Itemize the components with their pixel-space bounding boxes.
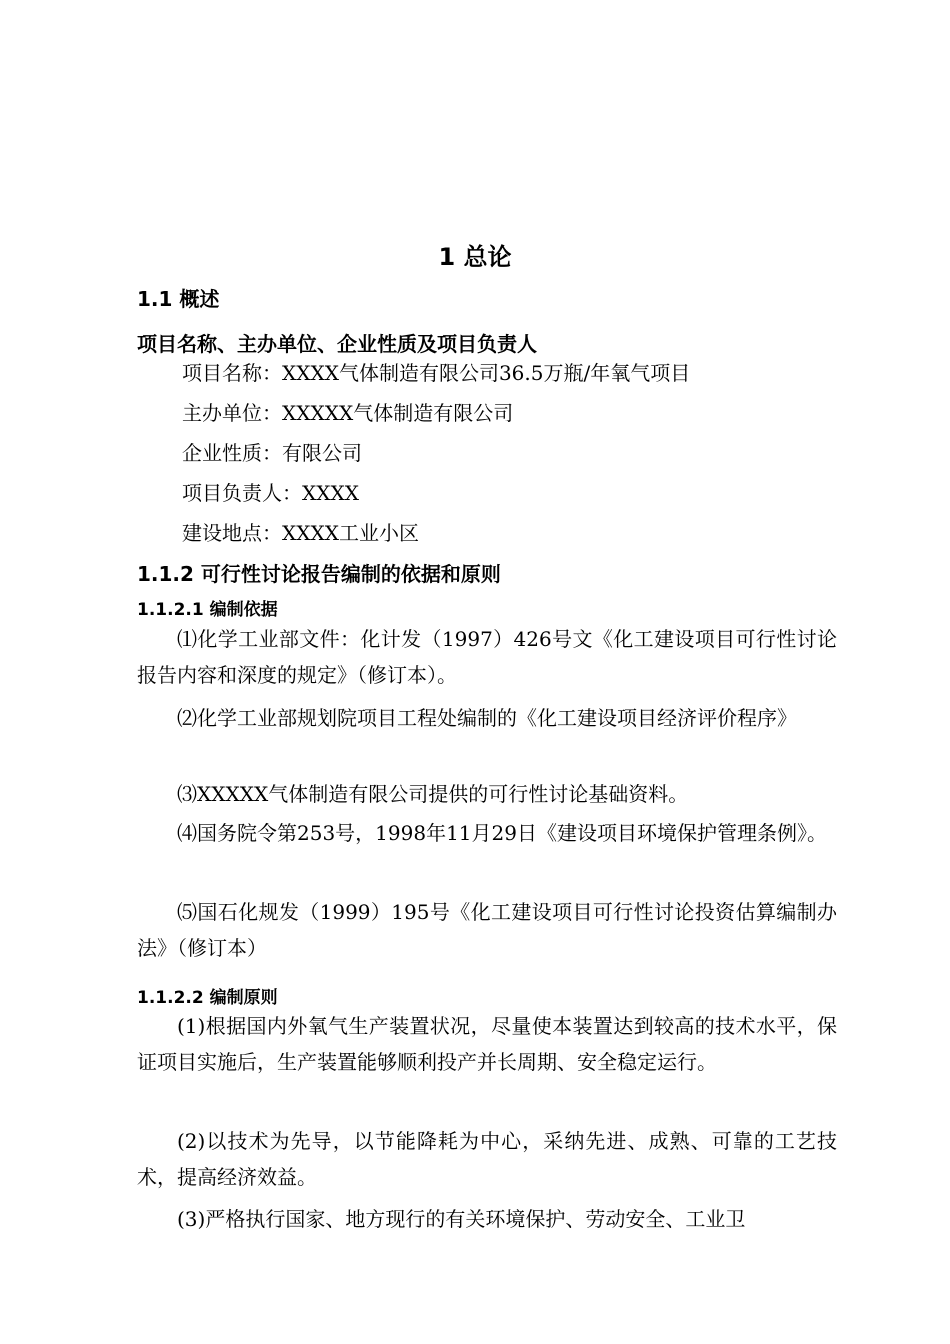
section-heading-1-1-2-2: 1.1.2.2 编制原则 bbox=[137, 988, 278, 1008]
principle-item-3: (3)严格执行国家、地方现行的有关环境保护、劳动安全、工业卫 bbox=[177, 1207, 746, 1231]
sponsor-line: 主办单位：XXXXX气体制造有限公司 bbox=[182, 401, 514, 425]
principle-item-1: (1)根据国内外氧气生产装置状况，尽量使本装置达到较高的技术水平，保证项目实施后，生产装置能够顺利投产并长周期、安全稳定运行。 bbox=[137, 1014, 837, 1074]
basis-item-1: ⑴化学工业部文件：化计发（1997）426号文《化工建设项目可行性讨论报告内容和深度的规定》（修订本）。 bbox=[137, 627, 837, 687]
basis-item-4: ⑷国务院令第253号，1998年11月29日《建设项目环境保护管理条例》。 bbox=[177, 821, 827, 845]
basis-item-3: ⑶XXXXX气体制造有限公司提供的可行性讨论基础资料。 bbox=[177, 782, 689, 806]
section-heading-1-1-2: 1.1.2 可行性讨论报告编制的依据和原则 bbox=[137, 562, 501, 586]
chapter-title: 1 总论 bbox=[438, 243, 512, 271]
enterprise-type-line: 企业性质：有限公司 bbox=[182, 441, 362, 465]
section-heading-1-1: 1.1 概述 bbox=[137, 287, 220, 311]
principle-item-2: (2)以技术为先导，以节能降耗为中心，采纳先进、成熟、可靠的工艺技术，提高经济效益。 bbox=[137, 1129, 837, 1189]
basis-item-5: ⑸国石化规发（1999）195号《化工建设项目可行性讨论投资估算编制办法》（修订本） bbox=[137, 900, 837, 960]
section-heading-1-1-2-1: 1.1.2.1 编制依据 bbox=[137, 600, 278, 620]
project-info-heading: 项目名称、主办单位、企业性质及项目负责人 bbox=[137, 332, 537, 356]
project-name-line: 项目名称：XXXX气体制造有限公司36.5万瓶/年氧气项目 bbox=[182, 361, 691, 385]
project-leader-line: 项目负责人：XXXX bbox=[182, 481, 359, 505]
basis-item-2: ⑵化学工业部规划院项目工程处编制的《化工建设项目经济评价程序》 bbox=[177, 706, 797, 730]
construction-site-line: 建设地点：XXXX工业小区 bbox=[182, 521, 419, 545]
